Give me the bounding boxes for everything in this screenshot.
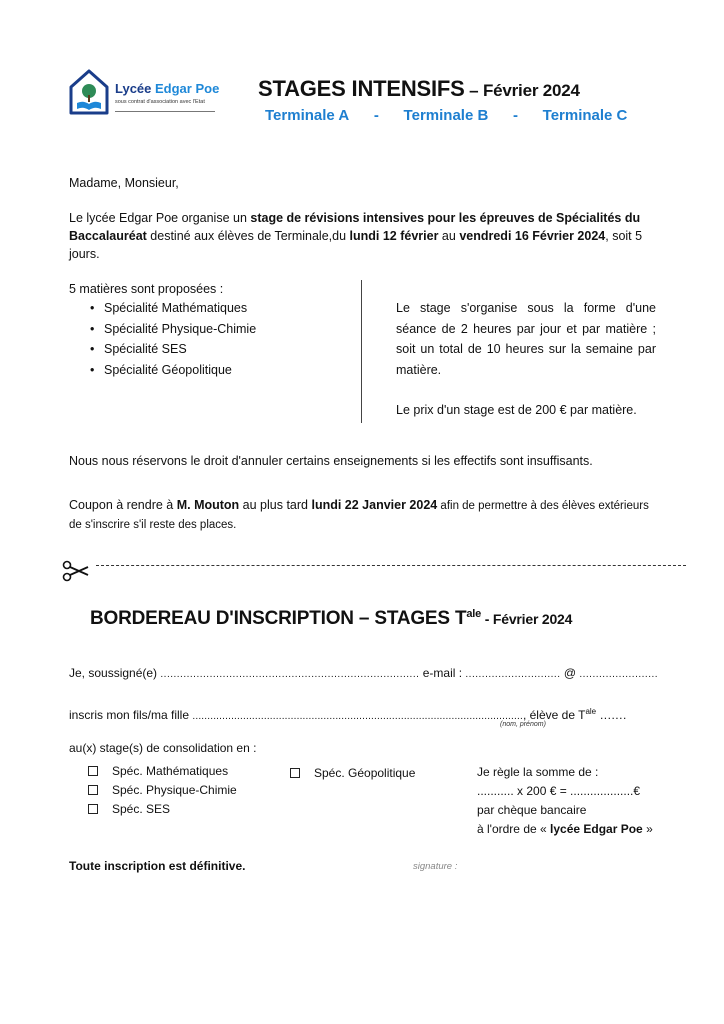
scissors-icon [62, 560, 90, 582]
form-title: BORDEREAU D'INSCRIPTION – STAGES $T^{ale}$ - Février 2024 [90, 608, 573, 629]
page-title: STAGES INTENSIFS – Février 2024 [258, 76, 580, 101]
cancel-note: Nous nous réservons le droit d'annuler certains enseignements si les effectifs sont insuffisants. [69, 454, 593, 468]
intro-paragraph: Le lycée Edgar Poe organise un stage de révisions intensives pour les épreuves de Spécialités du Baccalauréat destiné aux élèves de Terminale,du lundi 12 février au vendredi 16 Février 2024, soit 5 jours. [69, 211, 643, 261]
organisation-block [396, 298, 656, 421]
checkbox[interactable] [88, 766, 98, 776]
checkbox[interactable] [88, 804, 98, 814]
option-physique[interactable]: Spéc. Physique-Chimie [88, 781, 237, 800]
option-geopolitique[interactable]: Spéc. Géopolitique [290, 764, 415, 783]
terminal-list [265, 107, 645, 124]
salutation: Madame, Monsieur, [69, 176, 179, 190]
name-hint: (nom, prénom) [500, 721, 546, 728]
terminal-a: Terminale A [265, 107, 350, 124]
coupon-note: Coupon à rendre à M. Mouton au plus tard lundi 22 Janvier 2024 afin de permettre à des élèves extérieurs de s'inscrire s'il reste des places. [69, 498, 649, 531]
payment-line: à l'ordre de « lycée Edgar Poe » [477, 822, 653, 836]
logo-subtitle: sous contrat d'association avec l'Etat [115, 99, 205, 105]
separator: - [373, 107, 379, 124]
list-item: • Spécialité Géopolitique [90, 360, 256, 381]
checkbox[interactable] [290, 768, 300, 778]
payment-amount[interactable]: ........... x 200 € = ...................€ [477, 784, 641, 798]
logo-name: Lycée Edgar Poe [115, 81, 220, 96]
signer-line[interactable]: Je, soussigné(e) ............................................................................... e-mail : ............................. @ ........................ [69, 666, 659, 680]
student-line[interactable]: inscris mon fils/ma fille ..............................................................................................................., élève de $T^{ale}$ ....... [69, 707, 627, 722]
definitive-note: Toute inscription est définitive. [69, 859, 246, 873]
house-book-icon [68, 67, 110, 115]
options-left [88, 762, 237, 819]
subjects-intro: 5 matières sont proposées : [69, 282, 224, 296]
subjects-list [90, 298, 256, 380]
list-item: • Spécialité Mathématiques [90, 298, 256, 319]
option-maths[interactable]: Spéc. Mathématiques [88, 762, 237, 781]
signature-label: signature : [413, 861, 458, 872]
cut-line [96, 565, 686, 566]
terminal-b: Terminale B [403, 107, 489, 124]
terminal-c: Terminale C [542, 107, 628, 124]
list-item: • Spécialité Physique-Chimie [90, 319, 256, 340]
column-divider [361, 280, 362, 423]
price-text: Le prix d'un stage est de 200 € par matière. [396, 403, 637, 417]
checkbox[interactable] [88, 785, 98, 795]
list-item: • Spécialité SES [90, 339, 256, 360]
school-logo [68, 67, 218, 119]
payment-line: par chèque bancaire [477, 803, 587, 817]
payment-line: Je règle la somme de : [477, 765, 599, 779]
separator: - [512, 107, 518, 124]
option-ses[interactable]: Spéc. SES [88, 800, 237, 819]
payment-block [477, 763, 653, 839]
stages-label: au(x) stage(s) de consolidation en : [69, 741, 257, 755]
logo-divider [115, 111, 215, 112]
organisation-text: Le stage s'organise sous la forme d'une séance de 2 heures par jour et par matière ; soit un total de 10 heures sur la semaine par matière. [396, 301, 656, 377]
